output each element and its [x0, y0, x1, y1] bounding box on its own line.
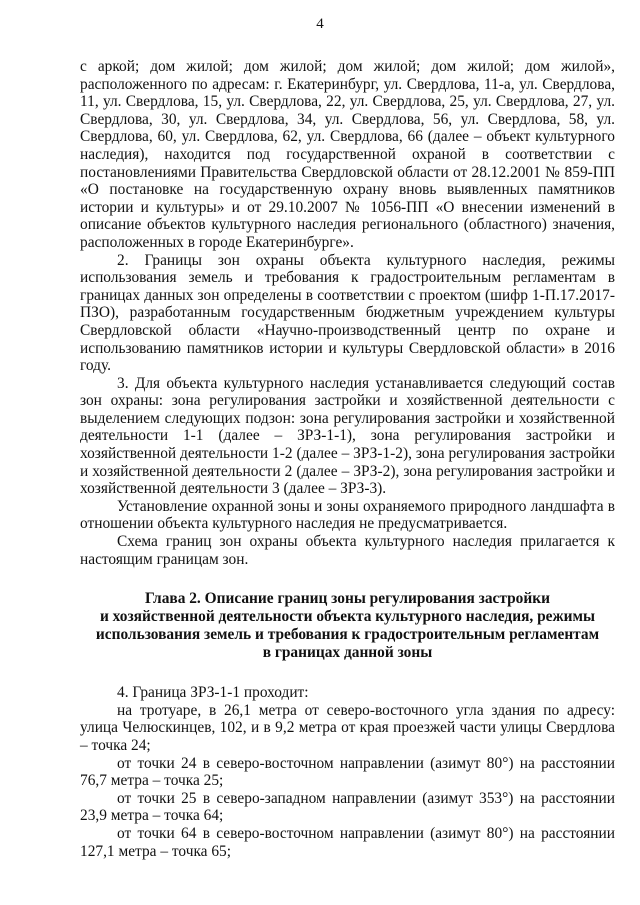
heading-line-2: и хозяйственной деятельности объекта культурного наследия, режимы — [99, 608, 596, 626]
paragraph-scheme: Схема границ зон охраны объекта культурного наследия прилагается к настоящим границам зон. — [80, 533, 615, 568]
page-number: 4 — [316, 16, 324, 32]
boundary-point-64: от точки 25 в северо-западном направлении (азимут 353°) на расстоянии 23,9 метра – точка 64; — [80, 789, 615, 825]
section-4-title: 4. Граница ЗРЗ-1-1 проходит: — [117, 684, 309, 702]
paragraph-protection-zone: Установление охранной зоны и зоны охраняемого природного ландшафта в отношении объекта культурного наследия не предусматривается. — [80, 497, 615, 533]
boundary-point-25: от точки 24 в северо-восточном направлении (азимут 80°) на расстоянии 76,7 метра – точка 25; — [80, 754, 615, 790]
boundary-point-24: на тротуаре, в 26,1 метра от северо-восточного угла здания по адресу: улица Челюскинцев, 102, и в 9,2 метра от края проезжей части улицы Свердлова – точка 24; — [80, 701, 615, 754]
heading-line-3: использования земель и требования к градостроительным регламентам — [95, 626, 600, 644]
heading-line-1: Глава 2. Описание границ зоны регулирования застройки — [145, 590, 550, 608]
boundary-point-65: от точки 64 в северо-восточном направлении (азимут 80°) на расстоянии 127,1 метра – точка 65; — [80, 824, 615, 860]
chapter-2-heading — [80, 590, 615, 662]
heading-line-4: в границах данной зоны — [262, 644, 433, 662]
document-body — [80, 58, 615, 860]
paragraph-object-description: с аркой; дом жилой; дом жилой; дом жилой; дом жилой; дом жилой», расположенного по адресам: г. Екатеринбург, ул. Свердлова, 11-а, ул. Свердлова, 11, ул. Свердлова, 15, ул. Свердлова, 22, ул. Свердлова, 25, ул. Свердлова, 27, ул. Свердлова, 30, ул. Свердлова, 34, ул. Свердлова, 56, ул. Свердлова, 58, ул. Свердлова, 60, ул. Свердлова, 62, ул. Свердлова, 66 (далее – объект культурного наследия), находится под государственной охраной в соответствии с постановлениями Правительства Свердловской области от 28.12.2001 № 859-ПП «О постановке на государственную охрану вновь выявленных памятников истории и культуры» и от 29.10.2007 № 1056-ПП «О внесении изменений в описание объектов культурного наследия регионального (областного) значения, расположенных в городе Екатеринбурге». — [80, 58, 615, 251]
paragraph-3-zones: 3. Для объекта культурного наследия устанавливается следующий состав зон охраны: зона регулирования застройки и хозяйственной деятельности с выделением следующих подзон: зона регулирования застройки и хозяйственной деятельности 1-1 (далее – ЗРЗ-1-1), зона регулирования застройки и хозяйственной деятельности 1-2 (далее – ЗРЗ-1-2), зона регулирования застройки и хозяйственной деятельности 2 (далее – ЗРЗ-2), зона регулирования застройки и хозяйственной деятельности 3 (далее – ЗРЗ-3). — [80, 374, 615, 498]
paragraph-2-boundaries: 2. Границы зон охраны объекта культурного наследия, режимы использования земель и требования к градостроительным регламентам в границах данных зон определены в соответствии с проектом (шифр 1-П.17.2017-ПЗО), разработанным государственным бюджетным учреждением культуры Свердловской области «Научно-производственный центр по охране и использованию памятников истории и культуры Свердловской области» в 2016 году. — [80, 251, 615, 375]
